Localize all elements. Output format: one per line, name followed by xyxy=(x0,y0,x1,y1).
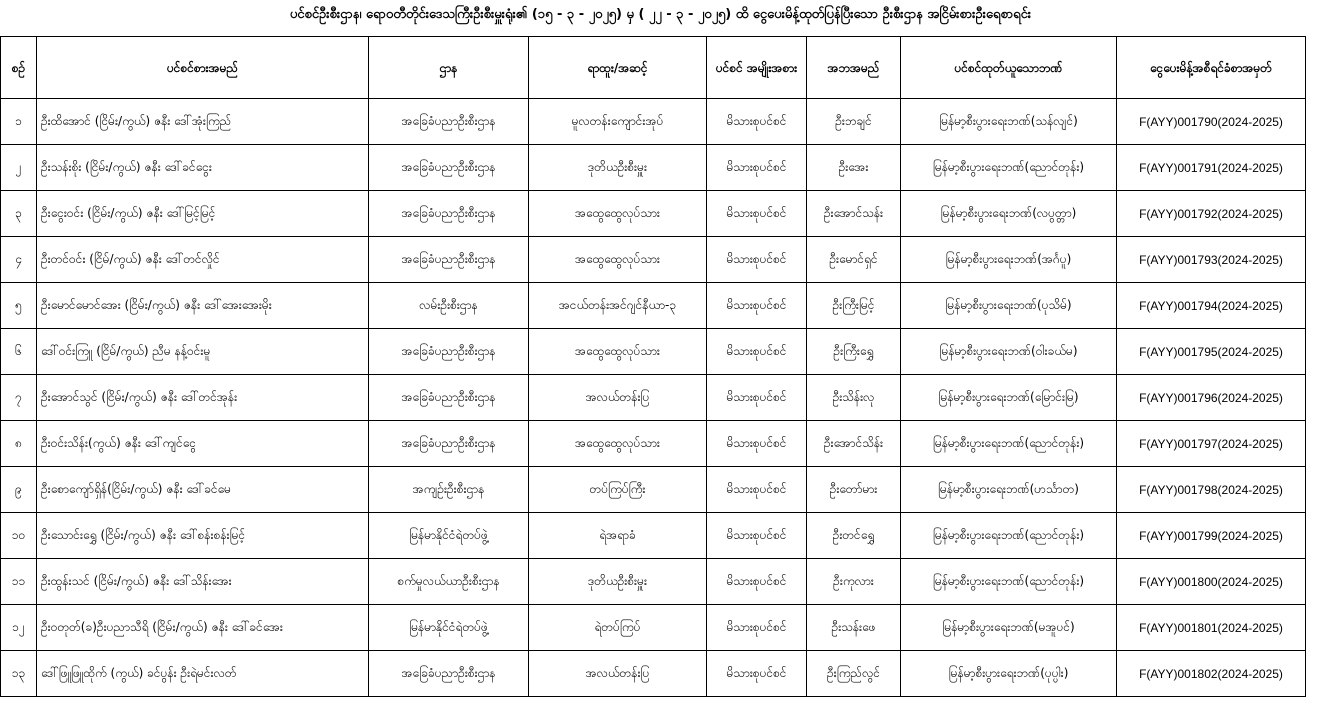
cell-pension-type: မိသားစုပင်စင် xyxy=(707,99,807,145)
header-rank: ရာထူး/အဆင့် xyxy=(529,37,707,99)
cell-pensioner-name: ဒေါ်ဝင်းကြူ (ငြိမ်/ကွယ်) ညီမ နန့်ဝင်းမူ xyxy=(37,329,369,375)
cell-pension-type: မိသားစုပင်စင် xyxy=(707,329,807,375)
table-row xyxy=(1,237,1306,283)
cell-index: ၉ xyxy=(1,467,37,513)
cell-bank: မြန်မာ့စီးပွားရေးဘဏ်(မြောင်းမြ) xyxy=(901,375,1117,421)
cell-report-number: F(AYY)001799(2024-2025) xyxy=(1117,513,1306,559)
table-row xyxy=(1,145,1306,191)
table-row xyxy=(1,605,1306,651)
cell-pension-type: မိသားစုပင်စင် xyxy=(707,651,807,697)
cell-rank: အထွေထွေလုပ်သား xyxy=(529,237,707,283)
cell-rank: ရဲအရာခံ xyxy=(529,513,707,559)
cell-report-number: F(AYY)001793(2024-2025) xyxy=(1117,237,1306,283)
cell-father-name: ဦးတင်ရွှေ xyxy=(807,513,901,559)
cell-pensioner-name: ဦးထွန်းသင် (ငြိမ်း/ကွယ်) ဇနီး ဒေါ်သိန်းအေး xyxy=(37,559,369,605)
cell-pensioner-name: ဦးသောင်းရွှေ (ငြိမ်း/ကွယ်) ဇနီး ဒေါ်စန်းစန်းမြင့် xyxy=(37,513,369,559)
cell-father-name: ဦးကြည်လွင် xyxy=(807,651,901,697)
table-header xyxy=(1,37,1306,99)
cell-father-name: ဦးကြီးမြင့် xyxy=(807,283,901,329)
cell-pension-type: မိသားစုပင်စင် xyxy=(707,605,807,651)
cell-pensioner-name: ဦးထိအောင် (ငြိမ်း/ကွယ်) ဇနီး ဒေါ်အုံးကြည် xyxy=(37,99,369,145)
cell-department: အခြေခံပညာဦးစီးဌာန xyxy=(369,375,529,421)
cell-report-number: F(AYY)001790(2024-2025) xyxy=(1117,99,1306,145)
cell-department: အခြေခံပညာဦးစီးဌာန xyxy=(369,329,529,375)
cell-bank: မြန်မာ့စီးပွားရေးဘဏ်(ပုသိမ်) xyxy=(901,283,1117,329)
cell-pension-type: မိသားစုပင်စင် xyxy=(707,513,807,559)
cell-index: ၁၂ xyxy=(1,605,37,651)
table-row xyxy=(1,99,1306,145)
cell-pensioner-name: ဦးငွေးဝင်း (ငြိမ်း/ကွယ်) ဇနီး ဒေါ်မြင့်မြင့် xyxy=(37,191,369,237)
cell-pension-type: မိသားစုပင်စင် xyxy=(707,191,807,237)
cell-bank: မြန်မာ့စီးပွားရေးဘဏ်(မအူပင်) xyxy=(901,605,1117,651)
table-row xyxy=(1,329,1306,375)
cell-department: အခြေခံပညာဦးစီးဌာန xyxy=(369,191,529,237)
cell-department: စက်မှုလယ်ယာဦးစီးဌာန xyxy=(369,559,529,605)
cell-department: အခြေခံပညာဦးစီးဌာန xyxy=(369,145,529,191)
cell-rank: ဒုတိယဦးစီးမှူး xyxy=(529,145,707,191)
header-type: ပင်စင် အမျိုးအစား xyxy=(707,37,807,99)
cell-pension-type: မိသားစုပင်စင် xyxy=(707,283,807,329)
cell-report-number: F(AYY)001802(2024-2025) xyxy=(1117,651,1306,697)
cell-pension-type: မိသားစုပင်စင် xyxy=(707,237,807,283)
cell-father-name: ဦးကုလား xyxy=(807,559,901,605)
cell-report-number: F(AYY)001797(2024-2025) xyxy=(1117,421,1306,467)
cell-rank: အထွေထွေလုပ်သား xyxy=(529,329,707,375)
table-row xyxy=(1,191,1306,237)
cell-pensioner-name: ဦးစောကျော်ရှိန်(ငြိမ်း/ကွယ်) ဇနီး ဒေါ်ခင်မေ xyxy=(37,467,369,513)
cell-bank: မြန်မာ့စီးပွားရေးဘဏ်(ညောင်တုန်း) xyxy=(901,145,1117,191)
cell-pensioner-name: ဦးဝတုတ်(ခ)ဦးပညာသီရိ (ငြိမ်း/ကွယ်) ဇနီး ဒေါ်ခင်အေး xyxy=(37,605,369,651)
cell-report-number: F(AYY)001798(2024-2025) xyxy=(1117,467,1306,513)
cell-father-name: ဦးကြီးရွှေ xyxy=(807,329,901,375)
cell-pension-type: မိသားစုပင်စင် xyxy=(707,421,807,467)
cell-report-number: F(AYY)001792(2024-2025) xyxy=(1117,191,1306,237)
cell-index: ၃ xyxy=(1,191,37,237)
cell-father-name: ဦးတော်မား xyxy=(807,467,901,513)
cell-pensioner-name: ဒေါ်ဖြူဖြူထိုက် (ကွယ်) ခင်ပွန်း ဦးရဲမင်းလတ် xyxy=(37,651,369,697)
header-idx: စဉ် xyxy=(1,37,37,99)
cell-report-number: F(AYY)001794(2024-2025) xyxy=(1117,283,1306,329)
cell-rank: တပ်ကြပ်ကြီး xyxy=(529,467,707,513)
document-title: ပင်စင်ဦးစီးဌာန၊ ရော၀တီတိုင်းဒေသကြီးဦးစီးမှူးရုံး၏ (၁၅ - ၃ - ၂၀၂၅) မှ ( ၂၂ - ၃ - ၂၀၂၅) ထိ ငွေပေးမိန့်ထုတ်ပြန်ပြီးသော ဦးစီးဌာန အငြိမ်းစားဦးရေစာရင်း xyxy=(289,7,1032,22)
cell-department: အခြေခံပညာဦးစီးဌာန xyxy=(369,99,529,145)
cell-pensioner-name: ဦးတင်ဝင်း (ငြိမ်/ကွယ်) ဇနီး ဒေါ်တင်လှိုင် xyxy=(37,237,369,283)
cell-bank: မြန်မာ့စီးပွားရေးဘဏ်(ဟင်္သာတ) xyxy=(901,467,1117,513)
cell-rank: ဒုတိယဦးစီးမှူး xyxy=(529,559,707,605)
cell-pensioner-name: ဦးအောင်သွင် (ငြိမ်း/ကွယ်) ဇနီး ဒေါ်တင်အုန်း xyxy=(37,375,369,421)
header-father: အဘအမည် xyxy=(807,37,901,99)
cell-pensioner-name: ဦးသန်းစိုး (ငြိမ်း/ကွယ်) ဇနီး ဒေါ်ခင်ငွေး xyxy=(37,145,369,191)
cell-bank: မြန်မာ့စီးပွားရေးဘဏ်(ပုပ္ပါး) xyxy=(901,651,1117,697)
cell-report-number: F(AYY)001791(2024-2025) xyxy=(1117,145,1306,191)
table-row xyxy=(1,375,1306,421)
cell-bank: မြန်မာ့စီးပွားရေးဘဏ်(သန်လျင်) xyxy=(901,99,1117,145)
cell-department: မြန်မာနိုင်ငံရဲတပ်ဖွဲ့ xyxy=(369,605,529,651)
cell-rank: အထွေထွေလုပ်သား xyxy=(529,191,707,237)
table-row xyxy=(1,651,1306,697)
cell-rank: မူလတန်းကျောင်းအုပ် xyxy=(529,99,707,145)
cell-bank: မြန်မာ့စီးပွားရေးဘဏ်(ညောင်တုန်း) xyxy=(901,513,1117,559)
cell-father-name: ဦးသန်းဖေ xyxy=(807,605,901,651)
cell-index: ၁၁ xyxy=(1,559,37,605)
table-row xyxy=(1,559,1306,605)
header-ref: ငွေပေးမိန့်အစီရင်ခံစာအမှတ် xyxy=(1117,37,1306,99)
table-body xyxy=(1,99,1306,697)
cell-report-number: F(AYY)001796(2024-2025) xyxy=(1117,375,1306,421)
cell-index: ၇ xyxy=(1,375,37,421)
cell-father-name: ဦးဘချင် xyxy=(807,99,901,145)
table-row xyxy=(1,421,1306,467)
cell-report-number: F(AYY)001800(2024-2025) xyxy=(1117,559,1306,605)
cell-index: ၁ xyxy=(1,99,37,145)
cell-index: ၂ xyxy=(1,145,37,191)
cell-report-number: F(AYY)001795(2024-2025) xyxy=(1117,329,1306,375)
table-row xyxy=(1,283,1306,329)
cell-father-name: ဦးမောင်ရှင် xyxy=(807,237,901,283)
header-name: ပင်စင်စားအမည် xyxy=(37,37,369,99)
cell-bank: မြန်မာ့စီးပွားရေးဘဏ်(အင်္ဂပူ) xyxy=(901,237,1117,283)
cell-index: ၁၀ xyxy=(1,513,37,559)
cell-department: မြန်မာနိုင်ငံရဲတပ်ဖွဲ့ xyxy=(369,513,529,559)
cell-father-name: ဦးသိန်းလု xyxy=(807,375,901,421)
cell-father-name: ဦးအောင်သိန်း xyxy=(807,421,901,467)
cell-rank: အလယ်တန်းပြ xyxy=(529,651,707,697)
cell-index: ၅ xyxy=(1,283,37,329)
cell-pension-type: မိသားစုပင်စင် xyxy=(707,145,807,191)
cell-department: အခြေခံပညာဦးစီးဌာန xyxy=(369,651,529,697)
cell-pension-type: မိသားစုပင်စင် xyxy=(707,467,807,513)
cell-department: အခြေခံပညာဦးစီးဌာန xyxy=(369,421,529,467)
cell-pensioner-name: ဦးမောင်မောင်အေး (ငြိမ်း/ကွယ်) ဇနီး ဒေါ်အေးအေးမိုး xyxy=(37,283,369,329)
header-dept: ဌာန xyxy=(369,37,529,99)
cell-rank: အငယ်တန်းအင်ဂျင်နီယာ-၃ xyxy=(529,283,707,329)
cell-department: လမ်းဦးစီးဌာန xyxy=(369,283,529,329)
cell-pensioner-name: ဦးဝင်းသိန်း(ကွယ်) ဇနီး ဒေါ်ကျင်ငွေ xyxy=(37,421,369,467)
table-row xyxy=(1,467,1306,513)
table-row xyxy=(1,513,1306,559)
cell-pension-type: မိသားစုပင်စင် xyxy=(707,375,807,421)
cell-bank: မြန်မာ့စီးပွားရေးဘဏ်(ဝါးခယ်မ) xyxy=(901,329,1117,375)
cell-father-name: ဦးအောင်သန်း xyxy=(807,191,901,237)
cell-department: အခြေခံပညာဦးစီးဌာန xyxy=(369,237,529,283)
header-bank: ပင်စင်ထုတ်ယူသောဘဏ် xyxy=(901,37,1117,99)
cell-department: အကျဉ်းဦးစီးဌာန xyxy=(369,467,529,513)
cell-index: ၁၃ xyxy=(1,651,37,697)
cell-rank: ရဲတပ်ကြပ် xyxy=(529,605,707,651)
cell-bank: မြန်မာ့စီးပွားရေးဘဏ်(ညောင်တုန်း) xyxy=(901,421,1117,467)
cell-rank: အလယ်တန်းပြ xyxy=(529,375,707,421)
cell-pension-type: မိသားစုပင်စင် xyxy=(707,559,807,605)
header-row xyxy=(1,37,1306,99)
pension-table xyxy=(0,36,1306,697)
cell-rank: အထွေထွေလုပ်သား xyxy=(529,421,707,467)
cell-bank: မြန်မာ့စီးပွားရေးဘဏ်(ညောင်တုန်း) xyxy=(901,559,1117,605)
cell-index: ၆ xyxy=(1,329,37,375)
cell-report-number: F(AYY)001801(2024-2025) xyxy=(1117,605,1306,651)
cell-index: ၄ xyxy=(1,237,37,283)
cell-bank: မြန်မာ့စီးပွားရေးဘဏ်(လပွတ္တာ) xyxy=(901,191,1117,237)
cell-index: ၈ xyxy=(1,421,37,467)
cell-father-name: ဦးအေး xyxy=(807,145,901,191)
